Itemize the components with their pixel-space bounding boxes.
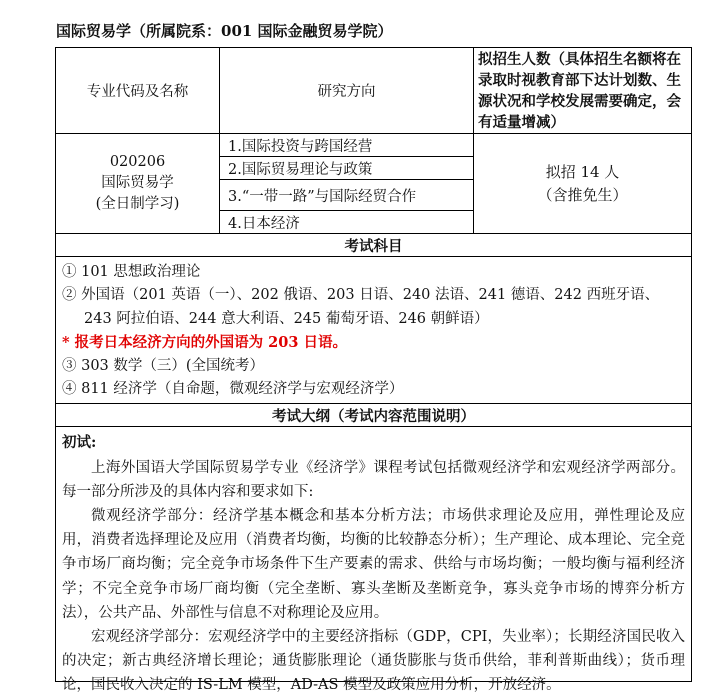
quota-cell bbox=[474, 134, 692, 234]
outline-paragraph: 上海外国语大学国际贸易学专业《经济学》课程考试包括微观经济学和宏观经济学两部分。每一部分所涉及的具体内容和要求如下: bbox=[62, 459, 685, 500]
subject-item-continued: 243 阿拉伯语、244 意大利语、245 葡萄牙语、246 朝鲜语） bbox=[84, 310, 489, 327]
outline-body bbox=[56, 427, 692, 694]
subject-item: ② 外国语（201 英语（一）、202 俄语、203 日语、240 法语、241 德语、242 西班牙语、 bbox=[62, 287, 660, 304]
header-major: 专业代码及名称 bbox=[56, 48, 220, 134]
major-mode: (全日制学习) bbox=[95, 196, 180, 212]
direction-item: 2.国际贸易理论与政策 bbox=[220, 157, 474, 180]
exam-subjects bbox=[56, 257, 692, 404]
subject-note: * 报考日本经济方向的外国语为 203 日语。 bbox=[62, 334, 347, 352]
direction-item: 3.“一带一路”与国际经贸合作 bbox=[220, 180, 474, 211]
admission-table bbox=[55, 47, 692, 694]
quota-note: （含推免生） bbox=[537, 185, 628, 204]
major-name: 国际贸易学 bbox=[101, 175, 174, 191]
subject-item: ① 101 思想政治理论 bbox=[62, 264, 201, 280]
outline-label: 初试: bbox=[62, 434, 97, 452]
direction-item: 1.国际投资与跨国经营 bbox=[220, 134, 474, 157]
header-quota: 拟招生人数（具体招生名额将在录取时视教育部下达计划数、生源状况和学校发展需要确定，会有适量增减） bbox=[474, 48, 692, 134]
outline-paragraph: 微观经济学部分：经济学基本概念和基本分析方法；市场供求理论及应用，弹性理论及应用，消费者选择理论及应用（消费者均衡，均衡的比较静态分析）；生产理论、成本理论、完全竞争市场厂商均衡；完全竞争市场条件下生产要素的需求、供给与市场均衡；一般均衡与福利经济学；不完全竞争市场厂商均衡（完全垄断、寡头垄断及垄断竞争，寡头竞争市场的博弈分析方法），公共产品、外部性与信息不对称理论及应用。 bbox=[62, 508, 685, 621]
direction-item: 4.日本经济 bbox=[220, 211, 474, 234]
major-cell bbox=[56, 134, 220, 234]
page-title: 国际贸易学（所属院系：001 国际金融贸易学院） bbox=[56, 22, 393, 40]
quota-count: 拟招 14 人 bbox=[545, 162, 620, 181]
subject-item: ④ 811 经济学（自命题，微观经济学与宏观经济学） bbox=[62, 381, 404, 398]
header-direction: 研究方向 bbox=[220, 48, 474, 134]
outline-paragraph: 宏观经济学部分：宏观经济学中的主要经济指标（GDP，CPI，失业率）；长期经济国民收入的决定；新古典经济增长理论；通货膨胀理论（通货膨胀与货币供给，菲利普斯曲线）；货币理论，国民收入决定的 IS-LM 模型，AD-AS 模型及政策应用分析，开放经济。 bbox=[62, 629, 685, 694]
outline-heading: 考试大纲（考试内容范围说明） bbox=[56, 404, 692, 427]
subject-item: ③ 303 数学（三）(全国统考） bbox=[62, 357, 265, 374]
major-code: 020206 bbox=[109, 154, 166, 170]
exam-heading: 考试科目 bbox=[56, 234, 692, 257]
